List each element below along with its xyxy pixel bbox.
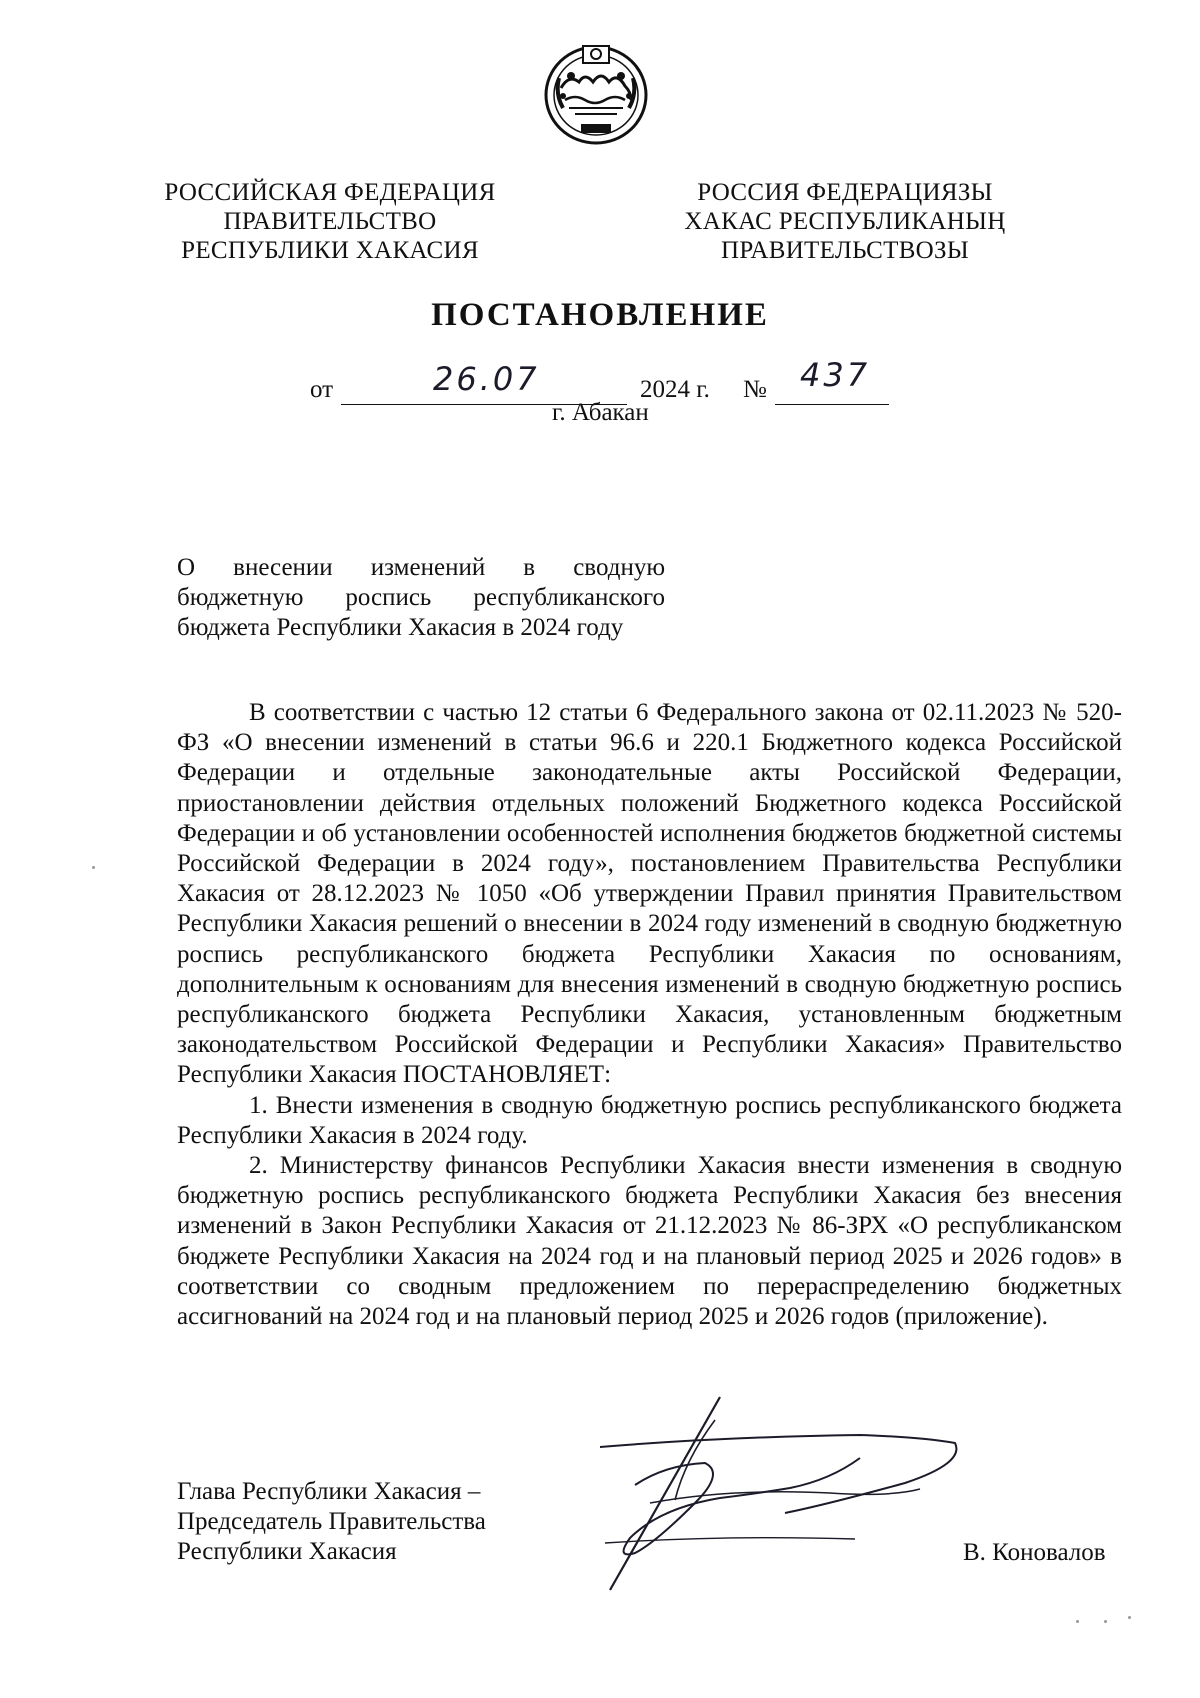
body-item-1: 1. Внести изменения в сводную бюджетную роспись республиканского бюджета Республики Хакасия в 2024 году. bbox=[177, 1091, 1122, 1149]
header-left bbox=[150, 178, 510, 265]
subject-line-1: О внесении изменений в сводную bbox=[177, 554, 665, 581]
header-right bbox=[655, 178, 1035, 265]
number-label: № bbox=[743, 376, 767, 403]
header-right-line-1: РОССИЯ ФЕДЕРАЦИЯЗЫ bbox=[697, 179, 993, 206]
subject-line-3: бюджета Республики Хакасия в 2024 году bbox=[177, 614, 624, 641]
date-line bbox=[0, 356, 1200, 404]
signatory-position bbox=[177, 1477, 486, 1567]
header-right-line-2: ХАКАС РЕСПУБЛИКАНЫҢ bbox=[684, 208, 1006, 235]
header-left-line-1: РОССИЙСКАЯ ФЕДЕРАЦИЯ bbox=[164, 179, 496, 206]
document-subject bbox=[177, 553, 665, 643]
signatory-position-line-1: Глава Республики Хакасия – bbox=[177, 1478, 481, 1505]
scan-speck bbox=[1128, 1616, 1131, 1619]
header-left-line-2: ПРАВИТЕЛЬСТВО bbox=[223, 208, 437, 235]
document-body bbox=[177, 698, 1122, 1332]
scan-speck bbox=[1076, 1620, 1079, 1623]
header-right-line-3: ПРАВИТЕЛЬСТВОЗЫ bbox=[721, 237, 969, 264]
scan-speck bbox=[1104, 1620, 1107, 1623]
number-handwritten: 437 bbox=[800, 356, 871, 394]
city: г. Абакан bbox=[552, 399, 649, 426]
number-underline bbox=[775, 404, 889, 405]
coat-of-arms-icon bbox=[541, 38, 651, 146]
signatory-position-line-3: Республики Хакасия bbox=[177, 1538, 397, 1565]
handwritten-signature-icon bbox=[590, 1395, 970, 1595]
date-from-label: от bbox=[310, 376, 334, 403]
body-preamble: В соответствии с частью 12 статьи 6 Федерального закона от 02.11.2023 № 520-ФЗ «О внесении изменений в статьи 96.6 и 220.1 Бюджетного кодекса Российской Федерации и отдельные законодательные акты Российской Федерации, приостановлении действия отдельных положений Бюджетного кодекса Российской Федерации и об установлении особенностей исполнения бюджетов бюджетной системы Российской Федерации в 2024 году», постановлением Правительства Республики Хакасия от 28.12.2023 № 1050 «Об утверждении Правил принятия Правительством Республики Хакасия решений о внесении в 2024 году изменений в сводную бюджетную роспись республиканского бюджета Республики Хакасия по основаниям, дополнительным к основаниям для внесения изменений в сводную бюджетную роспись республиканского бюджета Республики Хакасия, установленным бюджетным законодательством Российской Федерации и Республики Хакасия» Правительство Республики Хакасия ПОСТАНОВЛЯЕТ: bbox=[177, 699, 1122, 1089]
subject-line-2: бюджетную роспись республиканского bbox=[177, 584, 665, 611]
scan-speck bbox=[92, 866, 95, 869]
date-year: 2024 г. bbox=[640, 376, 710, 403]
document-title: ПОСТАНОВЛЕНИЕ bbox=[431, 297, 769, 333]
body-item-2: 2. Министерству финансов Республики Хакасия внести изменения в сводную бюджетную роспись республиканского бюджета Республики Хакасия без внесения изменений в Закон Республики Хакасия от 21.12.2023 № 86-ЗРХ «О республиканском бюджете Республики Хакасия на 2024 год и на плановый период 2025 и 2026 годов» в соответствии со сводным предложением по перераспределению бюджетных ассигнований на 2024 год и на плановый период 2025 и 2026 годов (приложение). bbox=[177, 1152, 1122, 1331]
date-handwritten: 26.07 bbox=[433, 360, 540, 398]
header-left-line-3: РЕСПУБЛИКИ ХАКАСИЯ bbox=[181, 237, 479, 264]
signatory-position-line-2: Председатель Правительства bbox=[177, 1508, 486, 1535]
signatory-name: В. Коновалов bbox=[963, 1539, 1106, 1566]
